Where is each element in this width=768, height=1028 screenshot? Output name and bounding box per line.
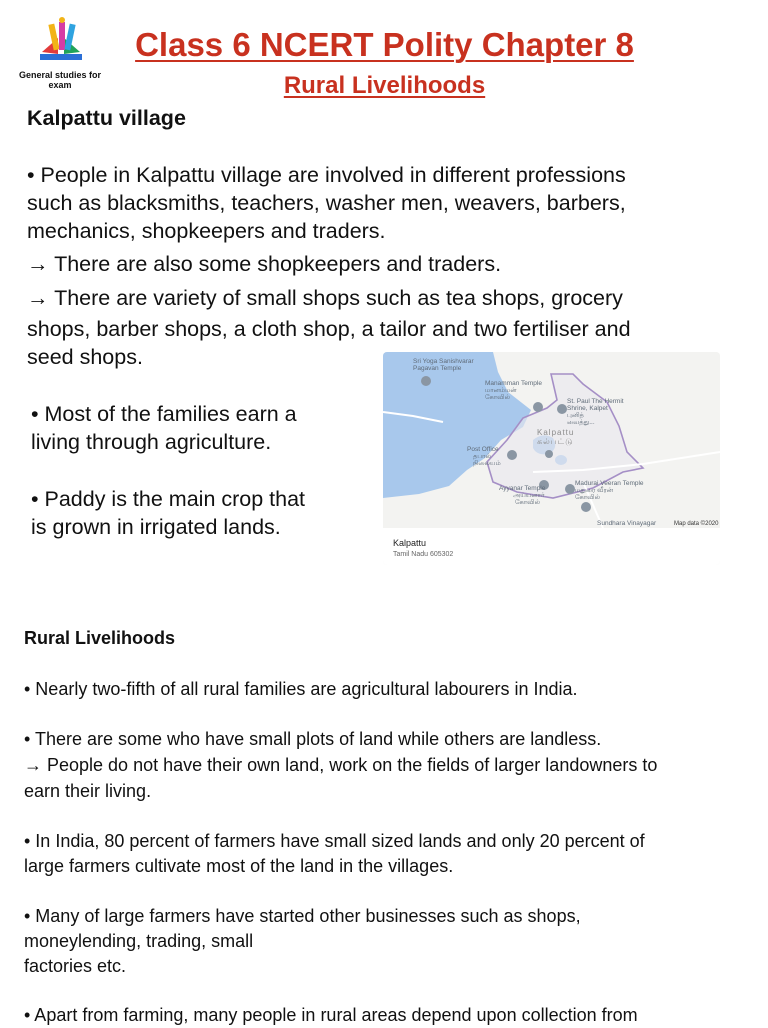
place-pin-icon[interactable] bbox=[557, 404, 567, 414]
bullet-collection: • Apart from farming, many people in rural areas depend upon collection from bbox=[24, 1005, 638, 1025]
bullet-agriculture-line2: living through agriculture. bbox=[31, 430, 272, 454]
arrow-no-land-cont: earn their living. bbox=[24, 781, 152, 801]
bullet-small-plots: • There are some who have small plots of land while others are landless. bbox=[24, 729, 602, 749]
bullet-businesses-cont2: factories etc. bbox=[24, 956, 127, 976]
bullet-businesses-cont1: moneylending, trading, small bbox=[24, 931, 254, 951]
bullet-paddy-line1: • Paddy is the main crop that bbox=[31, 487, 306, 511]
bullet-two-fifth: • Nearly two-fifth of all rural families are agricultural labourers in India. bbox=[24, 679, 578, 699]
arrow-shops-line2: shops, barber shops, a cloth shop, a tailor and two fertiliser and bbox=[27, 317, 631, 341]
map-footer bbox=[383, 528, 720, 565]
books-icon bbox=[18, 14, 102, 70]
section-heading-kalpattu: Kalpattu village bbox=[27, 106, 186, 130]
label-ayyanar: Ayyanar Temple அய்யனார் கோவில் bbox=[499, 485, 546, 506]
paragraph-professions-line3: mechanics, shopkeepers and traders. bbox=[27, 219, 386, 243]
bullet-80-percent-cont: large farmers cultivate most of the land in the villages. bbox=[24, 856, 454, 876]
temple-pin-icon[interactable] bbox=[565, 484, 575, 494]
map-copyright: Map data ©2020 bbox=[674, 521, 719, 527]
label-post-office: Post Office தபால் நிலையம் bbox=[467, 446, 501, 467]
page-subtitle: Rural Livelihoods bbox=[283, 72, 486, 99]
paragraph-professions-line2: such as blacksmiths, teachers, washer men, weavers, barbers, bbox=[27, 191, 626, 215]
label-village: Kalpattu கல்பட்டு bbox=[537, 428, 575, 446]
section-heading-rural-livelihoods: Rural Livelihoods bbox=[24, 628, 176, 648]
label-temple1: Sri Yoga Sanishvarar Pagavan Temple bbox=[413, 358, 474, 372]
arrow-shopkeepers: → There are also some shopkeepers and traders. bbox=[27, 252, 502, 276]
map-kalpattu[interactable] bbox=[383, 352, 720, 565]
arrow-shops-line3: seed shops. bbox=[27, 345, 143, 369]
temple-pin-icon[interactable] bbox=[421, 376, 431, 386]
arrow-shops-line1: → There are variety of small shops such as tea shops, grocery bbox=[27, 286, 623, 310]
post-office-pin-icon[interactable] bbox=[507, 450, 517, 460]
label-temple2: Manamman Temple மானம்மன் கோவில் bbox=[485, 380, 542, 401]
temple-pin-icon[interactable] bbox=[581, 502, 591, 512]
page-title: Class 6 NCERT Polity Chapter 8 bbox=[135, 26, 634, 63]
bullet-agriculture-line1: • Most of the families earn a bbox=[31, 402, 297, 426]
label-hermit: St. Paul The Hermit Shrine, Kalpet புனித் வைத்து... bbox=[567, 398, 624, 426]
bullet-paddy-line2: is grown in irrigated lands. bbox=[31, 515, 281, 539]
logo bbox=[18, 14, 102, 98]
bullet-80-percent: • In India, 80 percent of farmers have small sized lands and only 20 percent of bbox=[24, 831, 645, 851]
map-place-name: Kalpattu bbox=[393, 538, 427, 548]
paragraph-professions-line1: • People in Kalpattu village are involved in different professions bbox=[27, 163, 626, 187]
map-address: Tamil Nadu 605302 bbox=[393, 551, 454, 558]
label-sundhara: Sundhara Vinayagar bbox=[597, 520, 657, 527]
logo-text: General studies for exam bbox=[18, 70, 102, 90]
label-madurai: Madurai Veeran Temple மதுரை வீரன் கோவில் bbox=[575, 480, 644, 501]
arrow-no-land: → People do not have their own land, work on the fields of larger landowners to bbox=[24, 755, 658, 775]
place-pin-icon[interactable] bbox=[545, 450, 553, 458]
temple-pin-icon[interactable] bbox=[533, 402, 543, 412]
bullet-businesses: • Many of large farmers have started other businesses such as shops, bbox=[24, 906, 581, 926]
